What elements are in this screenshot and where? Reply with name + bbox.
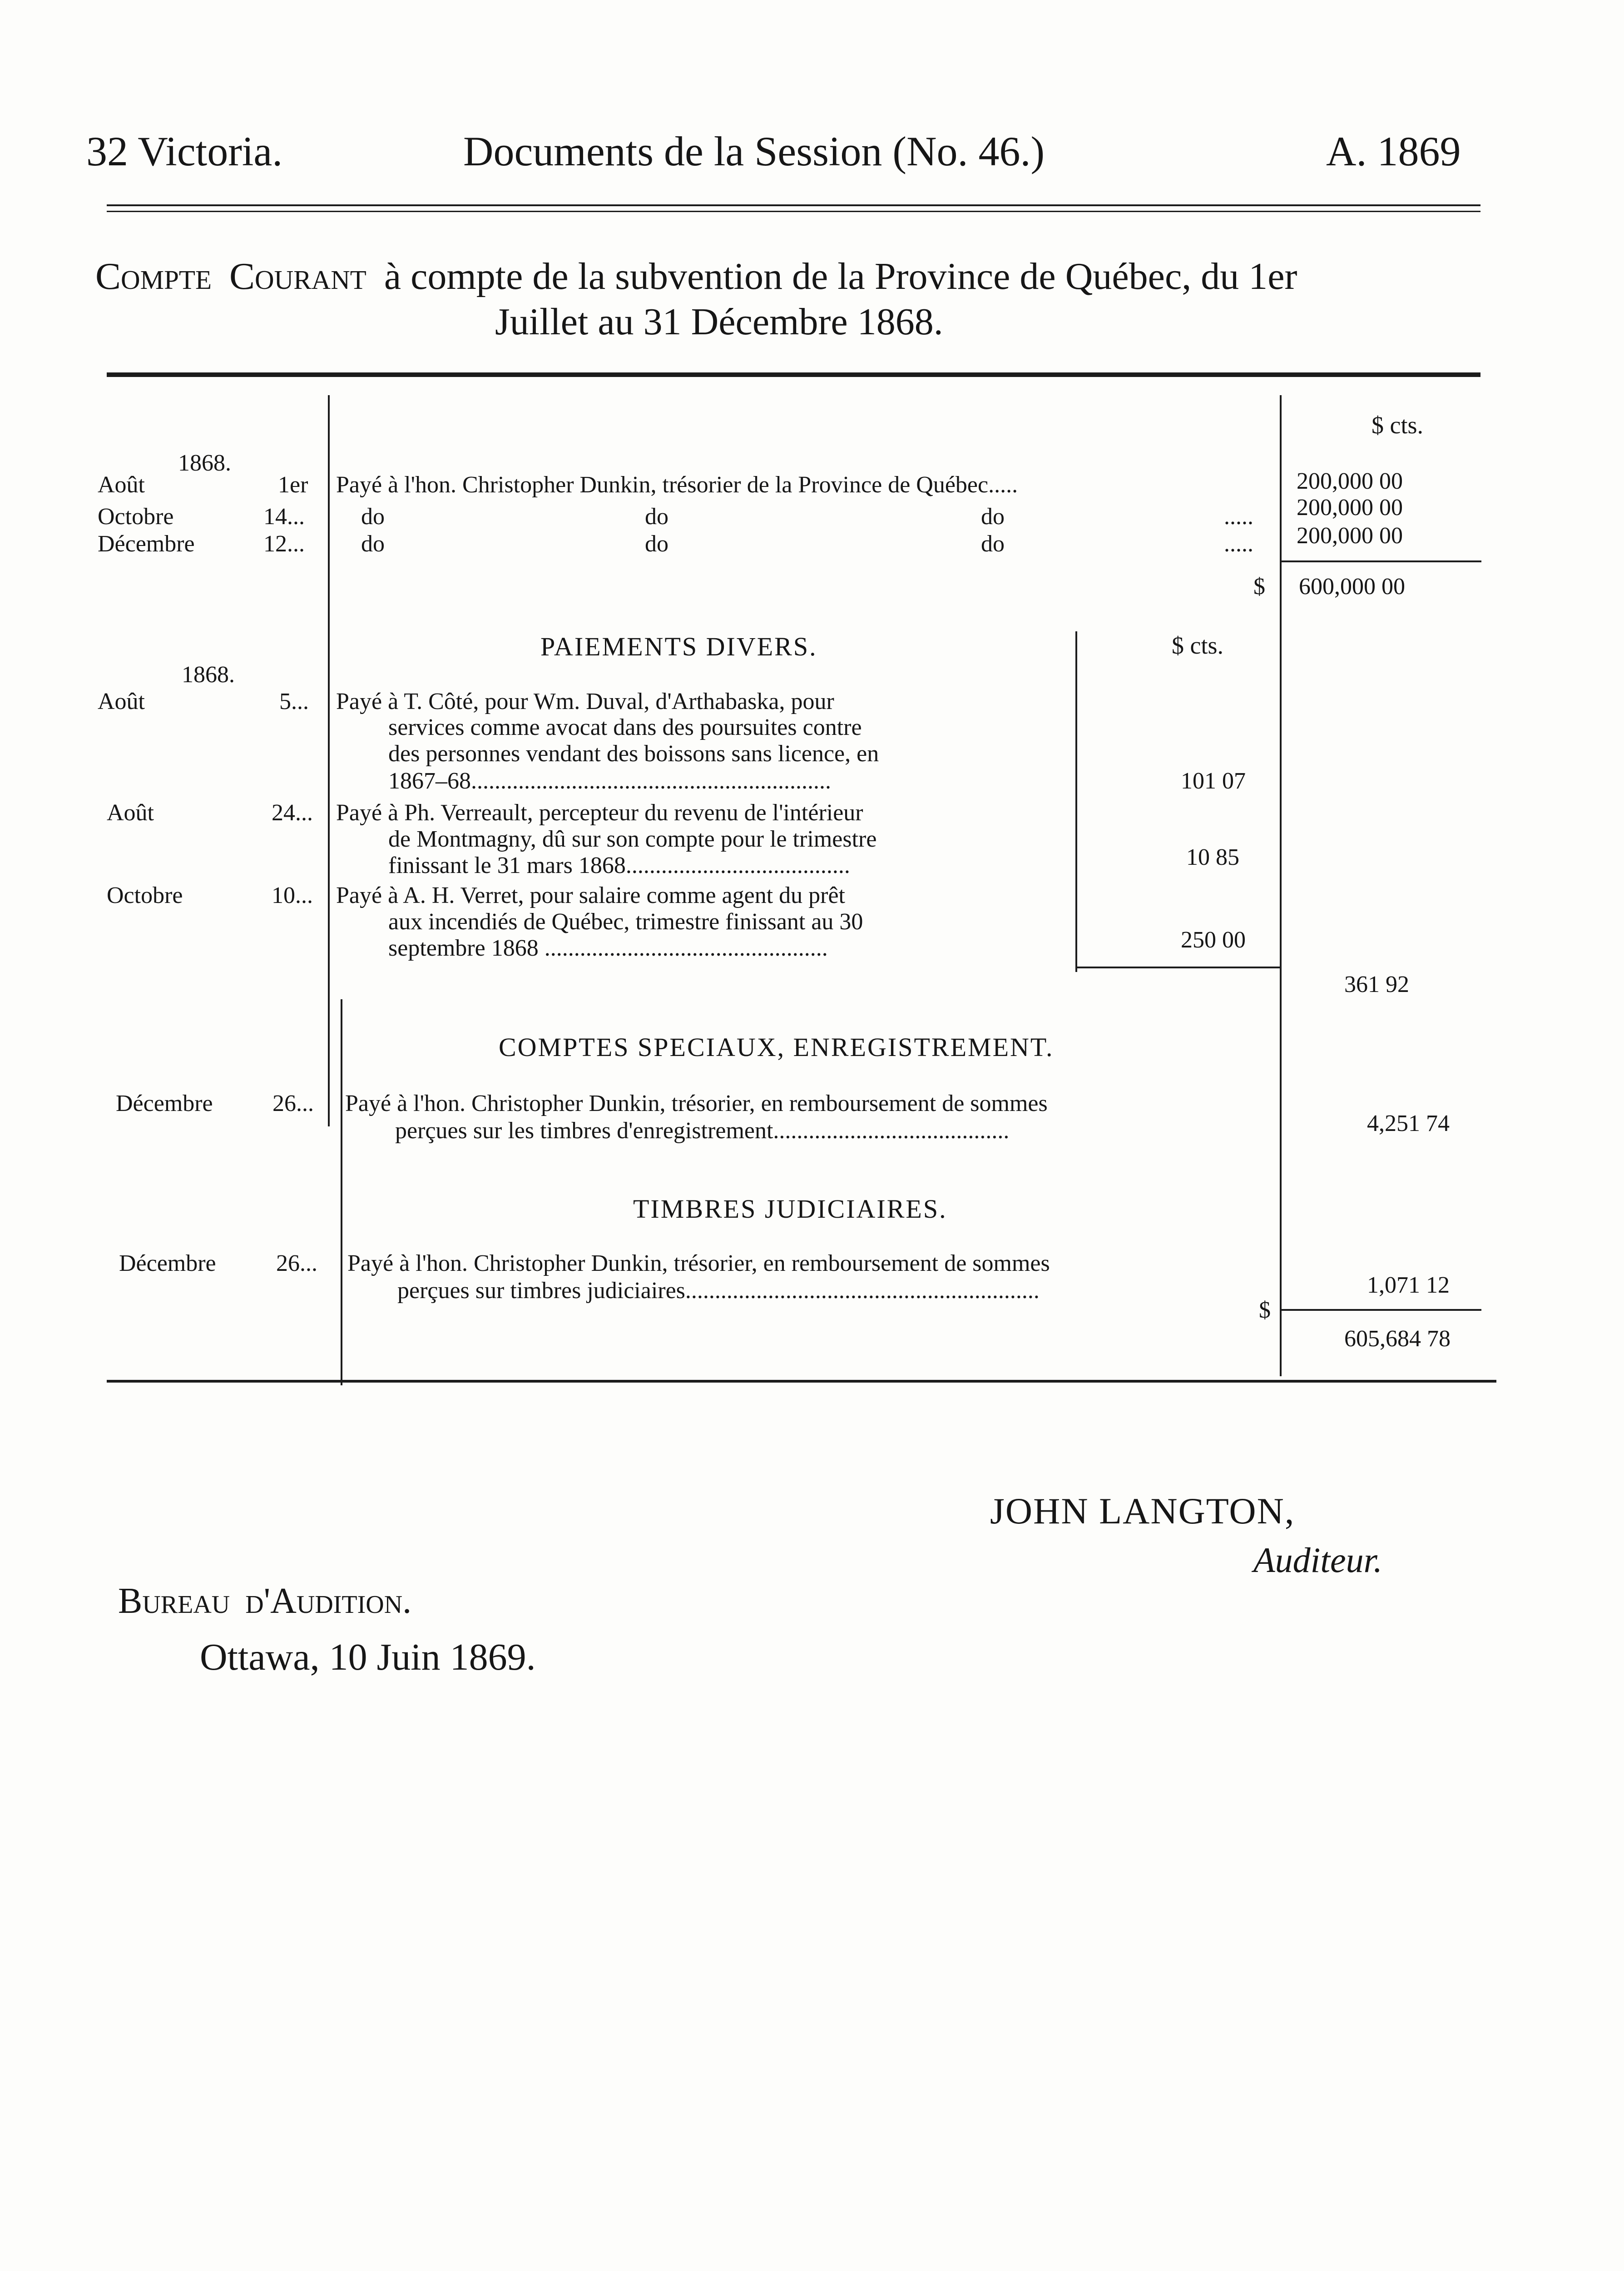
header-rule-top [107,204,1480,206]
s2-row2-month: Août [107,800,154,826]
header-right: A. 1869 [1326,128,1461,174]
section2-heading: PAIEMENTS DIVERS. [540,632,817,661]
s2-total: 361 92 [1344,972,1409,997]
title-word-courant: Courant [229,255,366,298]
s1-row3-dots: ..... [1224,531,1253,557]
date-divider-line-lower [341,999,342,1385]
date-divider-line [328,395,330,1126]
s1-row3-desc3: do [981,531,1005,557]
currency-header: $ cts. [1371,412,1423,439]
s2-row1-line3: des personnes vendant des boissons sans licence, en [388,741,879,767]
s3-day: 26... [272,1091,314,1116]
section2-subheader: $ cts. [1172,632,1223,659]
s1-row1-day: 1er [278,472,308,498]
s1-row1-desc: Payé à l'hon. Christopher Dunkin, trésorier de la Province de Québec..... [336,472,1018,498]
s2-row2-line1: Payé à Ph. Verreault, percepteur du revenu de l'intérieur [336,800,863,826]
table-bottom-rule [107,1380,1496,1383]
s2-row2-line2: de Montmagny, dû sur son compte pour le trimestre [388,826,877,852]
s2-row2-day: 24... [272,800,313,826]
s1-total: 600,000 00 [1299,574,1405,600]
section3-heading: COMPTES SPECIAUX, ENREGISTREMENT. [499,1032,1054,1062]
title-line-1 [95,254,1297,298]
s1-row1-amount: 200,000 00 [1297,468,1403,494]
s1-row2-desc: do [361,504,385,530]
s1-row3-day: 12... [263,531,305,557]
s4-total-symbol: $ [1259,1297,1271,1323]
s1-row2-desc2: do [645,504,668,530]
s2-row1-line2: services comme avocat dans des poursuites contre [388,714,862,740]
s2-row3-amount: 250 00 [1181,927,1246,953]
s4-day: 26... [276,1250,317,1276]
s2-subtotal-rule [1077,967,1281,968]
s4-month: Décembre [119,1250,216,1276]
s2-row3-line2: aux incendiés de Québec, trimestre finissant au 30 [388,909,863,935]
s2-row3-line3: septembre 1868 ................................................ [388,935,828,961]
s2-row1-line4: 1867–68............................................................. [388,768,831,794]
s3-amount: 4,251 74 [1367,1111,1450,1136]
section4-heading: TIMBRES JUDICIAIRES. [633,1194,947,1224]
s2-row1-day: 5... [279,689,309,714]
header-rule-bottom [107,211,1480,212]
title-word-compte: Compte [95,255,212,298]
signature-title: Auditeur. [1253,1540,1382,1580]
title-line-1-rest: à compte de la subvention de la Province de Québec, du 1er [384,255,1297,298]
s1-total-symbol: $ [1253,574,1265,600]
section1-year: 1868. [178,450,231,476]
s1-row2-dots: ..... [1224,504,1253,530]
s1-row3-desc: do [361,531,385,557]
s3-line2: perçues sur les timbres d'enregistrement........................................ [395,1118,1010,1144]
s3-line1: Payé à l'hon. Christopher Dunkin, trésorier, en remboursement de sommes [345,1091,1048,1116]
s4-line2: perçues sur timbres judiciaires............................................................ [397,1278,1040,1304]
amount-divider-line [1280,395,1282,1376]
s1-row2-amount: 200,000 00 [1297,495,1403,521]
office-place-date: Ottawa, 10 Juin 1869. [200,1636,536,1678]
s1-row3-amount: 200,000 00 [1297,523,1403,549]
header-center: Documents de la Session (No. 46.) [463,128,1045,174]
header-left: 32 Victoria. [86,128,283,174]
s1-row3-desc2: do [645,531,668,557]
s1-row2-day: 14... [263,504,305,530]
s2-row1-amount: 101 07 [1181,768,1246,794]
office-name [118,1581,411,1622]
s1-row2-desc3: do [981,504,1005,530]
office-name-first: Bureau [118,1581,230,1621]
s4-line1: Payé à l'hon. Christopher Dunkin, trésorier, en remboursement de sommes [347,1250,1050,1276]
s4-total-rule [1282,1309,1481,1311]
subamount-divider-line [1075,631,1077,972]
grand-total: 605,684 78 [1344,1326,1451,1352]
s1-row3-month: Décembre [98,531,195,557]
section2-year: 1868. [182,662,235,688]
s2-row2-line3: finissant le 31 mars 1868...................................... [388,853,850,878]
title-line-2: Juillet au 31 Décembre 1868. [495,301,943,343]
s2-row2-amount: 10 85 [1186,844,1239,870]
s1-row2-month: Octobre [98,504,174,530]
s2-row1-line1: Payé à T. Côté, pour Wm. Duval, d'Arthabaska, pour [336,689,834,714]
s2-row3-day: 10... [272,883,313,908]
office-name-rest: d'Audition. [245,1581,412,1621]
s1-total-rule [1282,560,1481,562]
signature-name: JOHN LANGTON, [990,1490,1295,1532]
s3-month: Décembre [116,1091,213,1116]
s4-amount: 1,071 12 [1367,1272,1450,1298]
table-top-rule [107,372,1480,377]
s2-row3-line1: Payé à A. H. Verret, pour salaire comme agent du prêt [336,883,845,908]
s2-row1-month: Août [98,689,145,714]
s1-row1-month: Août [98,472,145,498]
s2-row3-month: Octobre [107,883,183,908]
